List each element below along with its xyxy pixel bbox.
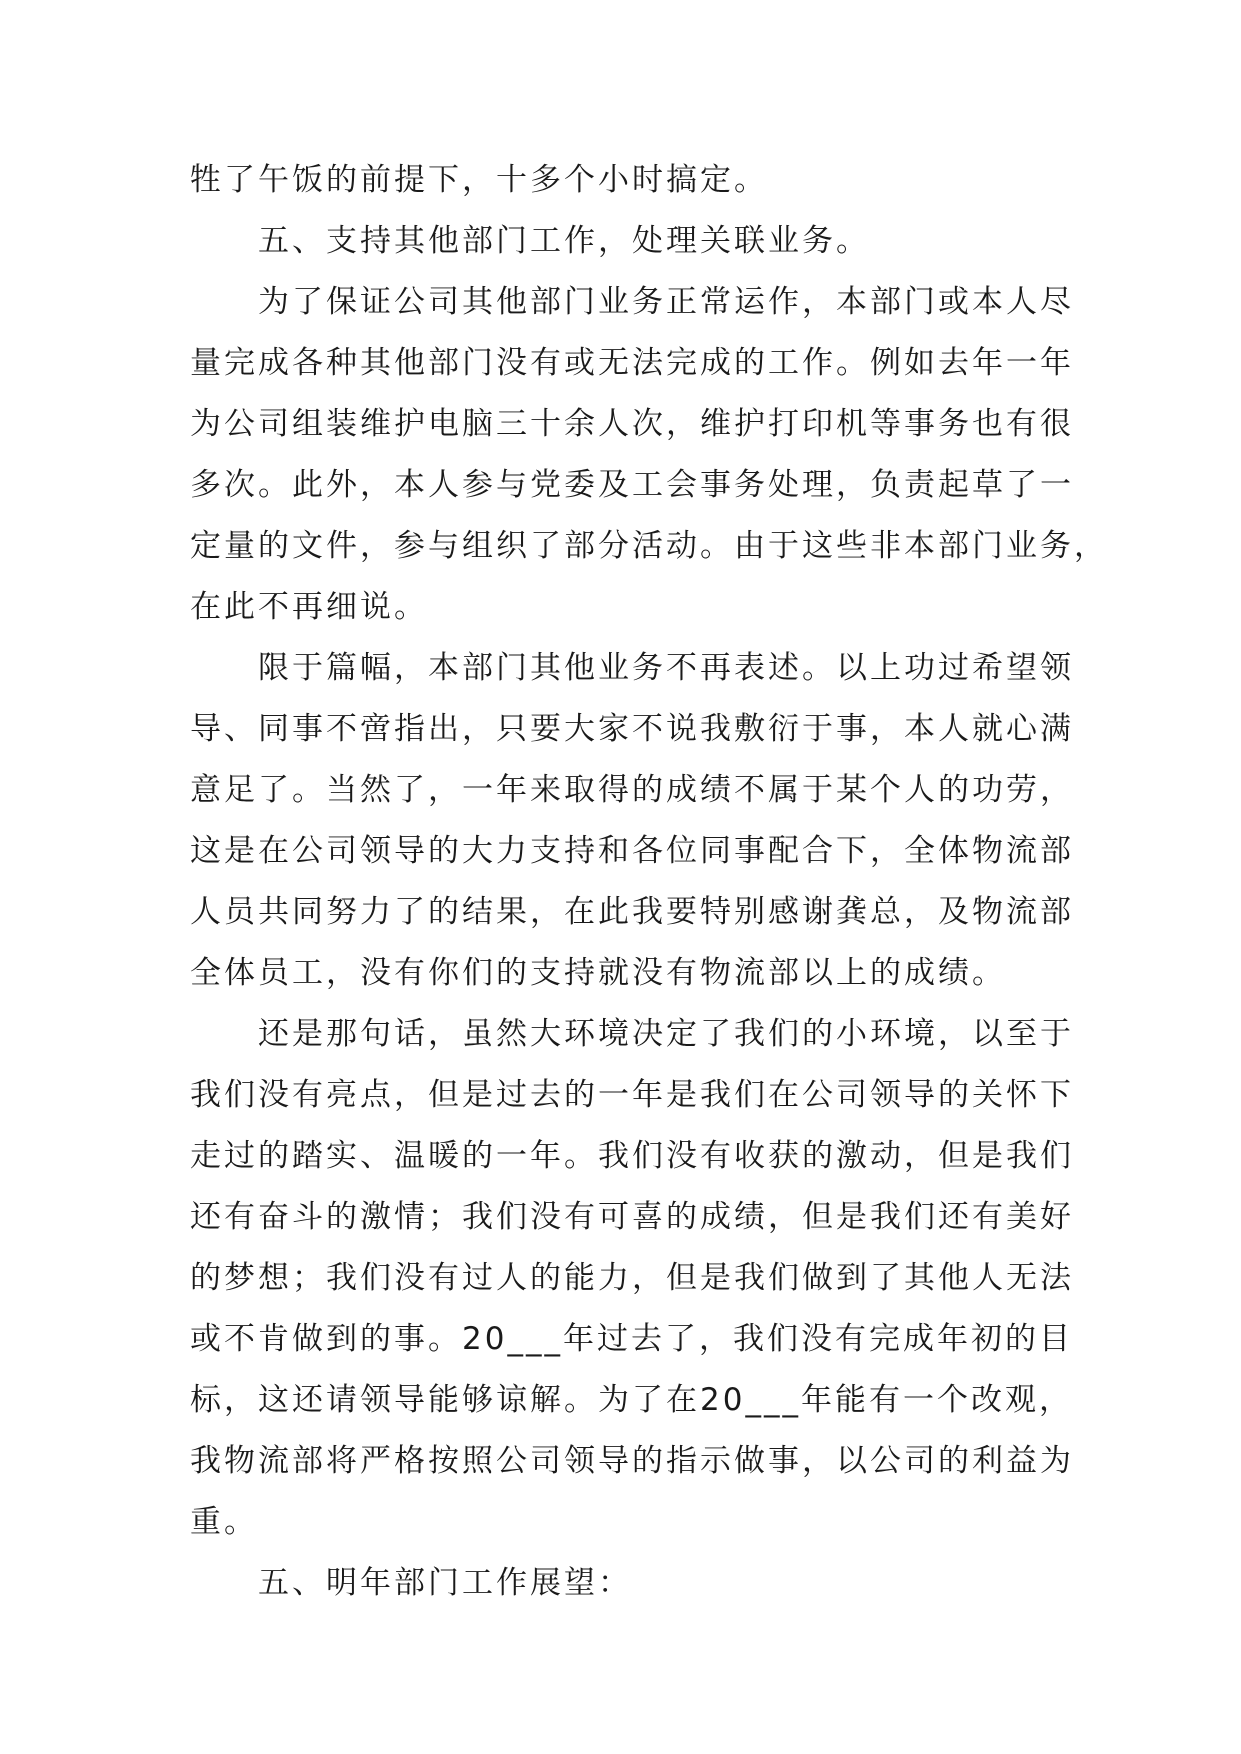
paragraph [190,211,1060,272]
paragraph [190,272,1108,638]
paragraph [190,1004,1074,1553]
text-line: 的梦想；我们没有过人的能力，但是我们做到了其他人无法 [190,1260,1074,1296]
text-line: 牲了午饭的前提下，十多个小时搞定。 [190,162,768,198]
text-line: 意足了。当然了，一年来取得的成绩不属于某个人的功劳， [190,772,1074,808]
text-line: 量完成各种其他部门没有或无法完成的工作。例如去年一年 [190,345,1074,381]
text-line: 走过的踏实、温暖的一年。我们没有收获的激动，但是我们 [190,1138,1074,1174]
text-line: 这是在公司领导的大力支持和各位同事配合下，全体物流部 [190,833,1074,869]
text-line: 人员共同努力了的结果，在此我要特别感谢龚总，及物流部 [190,894,1074,930]
text-line: 为公司组装维护电脑三十余人次，维护打印机等事务也有很 [190,406,1074,442]
document-body [190,150,1108,1614]
text-line: 我们没有亮点，但是过去的一年是我们在公司领导的关怀下 [190,1077,1074,1113]
text-line: 还有奋斗的激情；我们没有可喜的成绩，但是我们还有美好 [190,1199,1074,1235]
paragraph [190,638,1074,1004]
text-line: 标，这还请领导能够谅解。为了在20___年能有一个改观， [190,1382,1073,1418]
paragraph [190,1553,1060,1614]
text-line: 多次。此外，本人参与党委及工会事务处理，负责起草了一 [190,467,1074,503]
text-line: 五、明年部门工作展望： [258,1565,632,1601]
text-line: 五、支持其他部门工作，处理关联业务。 [258,223,870,259]
text-line: 或不肯做到的事。20___年过去了，我们没有完成年初的目 [190,1321,1073,1357]
text-line: 导、同事不啻指出，只要大家不说我敷衍于事，本人就心满 [190,711,1074,747]
text-line: 还是那句话，虽然大环境决定了我们的小环境，以至于 [258,1016,1074,1052]
text-line: 限于篇幅，本部门其他业务不再表述。以上功过希望领 [258,650,1074,686]
text-line: 在此不再细说。 [190,589,428,625]
text-line: 我物流部将严格按照公司领导的指示做事，以公司的利益为 [190,1443,1074,1479]
text-line: 重。 [190,1504,258,1540]
text-line: 为了保证公司其他部门业务正常运作，本部门或本人尽 [258,284,1074,320]
text-line: 全体员工，没有你们的支持就没有物流部以上的成绩。 [190,955,1006,991]
paragraph [190,150,1060,211]
text-line: 定量的文件，参与组织了部分活动。由于这些非本部门业务， [190,528,1108,564]
